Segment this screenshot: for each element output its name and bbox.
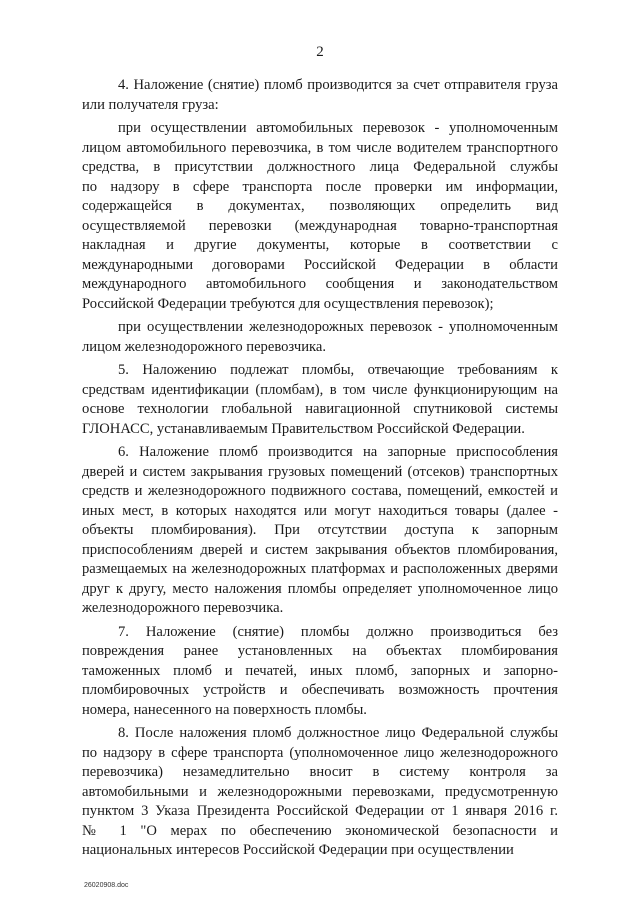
text-line: содержащейся в документах, позволяющих определить вид	[82, 198, 558, 214]
text-line: номера, нанесенного на поверхность пломбы.	[82, 701, 367, 718]
text-line: национальных интересов Российской Федерации при осуществлении	[82, 842, 514, 858]
text-line: размещаемых на железнодорожных платформах и расположенных дверями	[82, 561, 558, 577]
text-line: осуществляемой перевозки (международная товарно-транспортная	[82, 217, 558, 234]
text-line: средства, в присутствии должностного лица Федеральной службы	[82, 159, 558, 175]
text-line: пунктом 3 Указа Президента Российской Федерации от 1 января 2016 г.	[82, 803, 558, 819]
text-line: объекты пломбирования). При отсутствии доступа к запорным	[82, 522, 558, 538]
paragraph	[82, 318, 558, 357]
text-line: таможенных пломб и печатей, иных пломб, запорных и запорно-	[82, 662, 558, 679]
text-line: лицом железнодорожного перевозчика.	[82, 338, 327, 355]
paragraph	[82, 724, 558, 861]
text-line: при осуществлении автомобильных перевозок - уполномоченным	[118, 120, 558, 136]
text-line: друг к другу, место наложения пломбы определяет уполномоченное лицо	[82, 580, 558, 597]
text-line: международного автомобильного сообщения и законодательством	[82, 276, 558, 292]
text-line: № 1 "О мерах по обеспечению экономической безопасности и	[82, 822, 558, 839]
paragraph	[82, 623, 558, 721]
text-line: 4. Наложение (снятие) пломб производится за счет отправителя груза	[118, 77, 558, 93]
text-line: по надзору в сфере транспорта (уполномоченное лицо железнодорожного	[82, 744, 558, 761]
text-line: средствам идентификации (пломбам), в том числе функционирующим на	[82, 381, 558, 398]
text-line: 7. Наложение (снятие) пломбы должно производиться без	[118, 623, 558, 640]
text-line: автомобильными и железнодорожными перевозками, предусмотренную	[82, 783, 558, 800]
text-line: железнодорожного перевозчика.	[82, 600, 284, 616]
text-line: перевозчика) незамедлительно вносит в систему контроля за	[82, 764, 558, 780]
text-line: 5. Наложению подлежат пломбы, отвечающие требованиям к	[118, 362, 558, 378]
text-line: пломбировочных устройств и обеспечивать возможность прочтения	[82, 682, 558, 698]
text-line: накладная и другие документы, которые в соответствии с	[82, 237, 558, 253]
text-line: 8. После наложения пломб должностное лицо Федеральной службы	[118, 725, 558, 741]
page-number: 2	[316, 44, 324, 60]
text-line: лицом автомобильного перевозчика, в том числе водителем транспортного	[82, 139, 558, 156]
paragraph	[82, 443, 558, 619]
text-line: приспособлениям дверей и систем закрывания объектов пломбирования,	[82, 541, 558, 558]
text-line: или получателя груза:	[82, 96, 219, 113]
paragraph	[82, 119, 558, 314]
document-file-code: 26020908.doc	[84, 882, 129, 889]
text-line: средств и железнодорожного подвижного состава, помещений, емкостей и	[82, 483, 558, 499]
text-line: по надзору в сфере транспорта после проверки им информации,	[82, 178, 558, 195]
paragraph	[82, 76, 558, 115]
text-line: 6. Наложение пломб производится на запорные приспособления	[118, 444, 558, 460]
paragraph	[82, 361, 558, 439]
text-line: международными договорами Российской Федерации в области	[82, 256, 558, 273]
text-line: основе технологии глобальной навигационной спутниковой системы	[82, 401, 558, 417]
text-line: Российской Федерации требуются для осуществления перевозок);	[82, 295, 494, 312]
text-line: иных мест, в которых находятся или могут находиться товары (далее -	[82, 502, 558, 519]
document-body	[82, 76, 558, 865]
text-line: при осуществлении железнодорожных перевозок - уполномоченным	[118, 319, 558, 335]
text-line: повреждения ранее установленных на объектах пломбирования	[82, 643, 558, 659]
text-line: дверей и систем закрывания грузовых помещений (отсеков) транспортных	[82, 463, 558, 480]
text-line: ГЛОНАСС, устанавливаемым Правительством Российской Федерации.	[82, 420, 525, 437]
